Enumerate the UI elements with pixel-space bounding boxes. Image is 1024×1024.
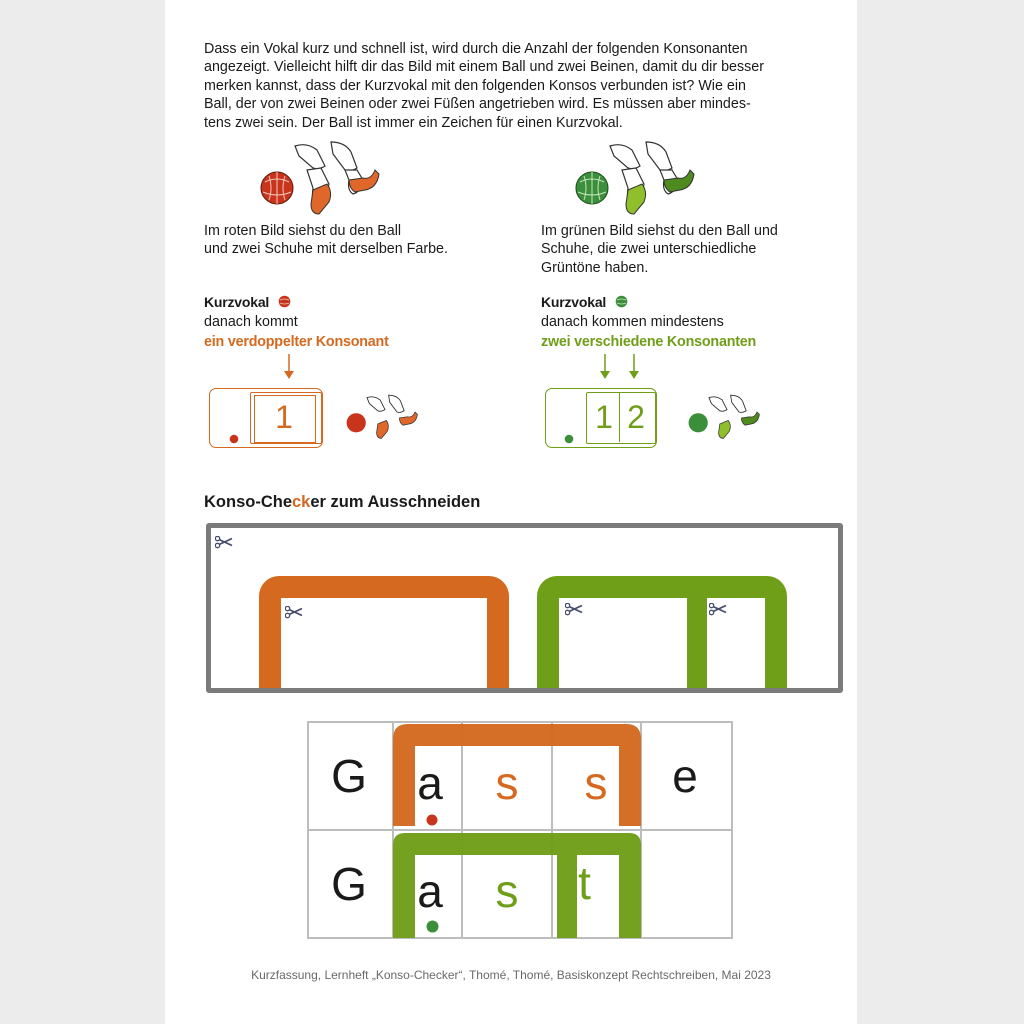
rule-subtitle: danach kommt xyxy=(204,314,298,330)
intro-line: tens zwei sein. Der Ball ist immer ein Zeichen für einen Kurzvokal. xyxy=(204,114,623,131)
football-icon xyxy=(261,172,293,204)
grid-letter: s xyxy=(584,757,608,809)
football-icon xyxy=(576,172,608,204)
arrow-down-icon xyxy=(283,354,295,380)
football-legs-icon xyxy=(295,142,379,214)
box-digit: 2 xyxy=(627,399,645,435)
footer-citation: Kurzfassung, Lernheft „Konso-Checker“, Thomé, Thomé, Basiskonzept Rechtschreiben, Mai 2023 xyxy=(251,968,771,982)
section-title: Konso-Checker zum Ausschneiden xyxy=(204,493,481,511)
football-legs-icon xyxy=(343,388,421,448)
orange-bracket-template[interactable] xyxy=(259,576,509,688)
arrow-down-icon xyxy=(628,354,640,380)
intro-line: angezeigt. Vielleicht hilft dir das Bild mit einem Ball und zwei Beinen, damit du dir besser xyxy=(204,59,764,76)
football-legs-icon xyxy=(610,142,694,214)
right-rule-block xyxy=(541,294,756,350)
grid-letter: s xyxy=(495,865,519,917)
grid-letter: s xyxy=(495,757,519,809)
red-ball-icon xyxy=(229,434,239,444)
grid-letter: G xyxy=(331,858,367,910)
green-bracket-template[interactable] xyxy=(537,576,787,688)
intro-paragraph xyxy=(204,40,824,132)
rule-subtitle: danach kommen mindestens xyxy=(541,314,724,330)
caption-line: Im roten Bild siehst du den Ball xyxy=(204,223,402,239)
worksheet-page xyxy=(165,0,857,1024)
grid-letter: a xyxy=(417,757,443,809)
box-digit: 1 xyxy=(595,399,613,435)
red-ball-icon xyxy=(426,814,438,826)
grid-letter: a xyxy=(417,865,443,917)
caption-line: Im grünen Bild siehst du den Ball und xyxy=(541,223,778,239)
rule-text-green: zwei verschiedene Konsonanten xyxy=(541,334,757,350)
grid-letter: t xyxy=(578,857,591,909)
orange-checker-box xyxy=(209,388,323,448)
red-ball-icon xyxy=(278,295,291,308)
grid-letter: e xyxy=(672,750,698,802)
caption-line: und zwei Schuhe mit derselben Farbe. xyxy=(204,241,448,258)
scissors-icon[interactable] xyxy=(215,536,235,550)
football-legs-icon xyxy=(685,388,763,448)
caption-line: Grüntöne haben. xyxy=(541,259,649,276)
green-checker-box xyxy=(545,388,657,448)
left-caption xyxy=(204,222,448,259)
right-caption xyxy=(541,222,778,277)
red-football-illustration xyxy=(255,140,385,220)
arrow-down-icon xyxy=(599,354,611,380)
green-ball-icon xyxy=(615,295,628,308)
green-ball-icon xyxy=(564,434,574,444)
caption-line: Schuhe, die zwei unterschiedliche xyxy=(541,241,757,258)
green-football-illustration xyxy=(570,140,700,220)
scissors-icon[interactable] xyxy=(565,603,585,617)
cutout-frame xyxy=(206,523,843,693)
green-ball-icon xyxy=(426,920,439,933)
intro-line: merken kannst, dass der Kurzvokal mit den folgenden Konsos verbunden ist? Wie ein xyxy=(204,77,746,94)
grid-letter: G xyxy=(331,750,367,802)
scissors-icon[interactable] xyxy=(709,603,729,617)
kurzvokal-title: Kurzvokal xyxy=(541,294,607,310)
scissors-icon[interactable] xyxy=(285,606,305,620)
rule-text-orange: ein verdoppelter Konsonant xyxy=(204,334,389,350)
intro-line: Dass ein Vokal kurz und schnell ist, wird durch die Anzahl der folgenden Konsonanten xyxy=(204,41,748,57)
kurzvokal-title: Kurzvokal xyxy=(204,294,270,310)
box-digit: 1 xyxy=(275,399,293,435)
word-grid xyxy=(307,721,733,939)
left-rule-block xyxy=(204,294,389,350)
intro-line: Ball, der von zwei Beinen oder zwei Füßen angetrieben wird. Es müssen aber mindes- xyxy=(204,96,751,113)
